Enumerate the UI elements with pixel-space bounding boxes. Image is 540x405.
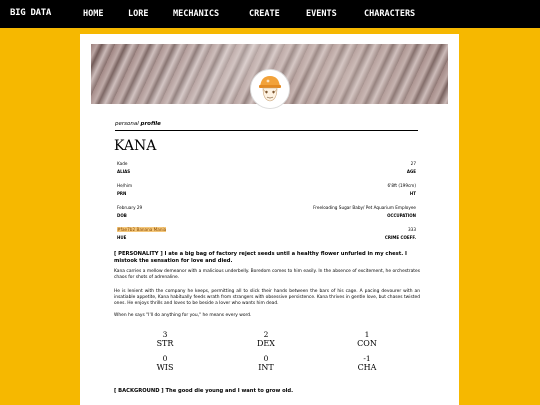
stat-con-label: CON — [357, 339, 377, 348]
section-subtitle — [115, 121, 161, 127]
crime-coeff-value: 333 — [408, 227, 416, 232]
nav-events[interactable]: EVENTS — [306, 9, 337, 19]
pronoun-label: PRN — [117, 191, 127, 196]
personality-paragraph-2: He is lenient with the company he keeps, permitting all to slick their hands between the bars of his cage. A pacing devourer with an insatiable appetite, Kana habitually feeds wrath from strangers with obsessive persistence. Kana thrives in gentle love, but chases twisted ones. He enjoys thrills and loves to be beside a lover who wants him dead. — [114, 289, 420, 306]
stat-cha — [337, 355, 397, 372]
divider — [115, 130, 418, 131]
top-nav-bar — [0, 0, 540, 28]
profile-panel — [80, 34, 459, 405]
alias-value: Kade — [117, 161, 128, 166]
height-label: HT — [409, 191, 416, 196]
stat-wis-value: 0 — [162, 354, 168, 363]
occupation-label: OCCUPATION — [387, 213, 416, 218]
stat-int — [236, 355, 296, 372]
stat-cha-label: CHA — [357, 363, 377, 372]
stat-wis-label: WIS — [156, 363, 174, 372]
stat-str-label: STR — [156, 339, 174, 348]
stat-int-value: 0 — [263, 354, 269, 363]
stat-dex — [236, 331, 296, 348]
nav-characters[interactable]: CHARACTERS — [364, 9, 416, 19]
subtitle-prefix: personal — [115, 121, 139, 127]
personality-paragraph-3: When he says "I'll do anything for you," he means every word. — [114, 313, 252, 318]
stat-int-label: INT — [258, 363, 274, 372]
crime-coeff-label: CRIME COEFF. — [384, 235, 416, 240]
stat-str — [135, 331, 195, 348]
stat-dex-value: 2 — [263, 330, 269, 339]
stat-con-value: 1 — [364, 330, 370, 339]
stat-str-value: 3 — [162, 330, 168, 339]
occupation-value: Freeloading Sugar Baby/ Pet Aquarium Employee — [313, 205, 416, 210]
nav-create[interactable]: CREATE — [249, 9, 280, 19]
hue-value: #fae7b2 Banana Mania — [117, 227, 167, 232]
hue-label: HUE — [117, 235, 127, 240]
avatar-portrait-icon — [251, 70, 289, 108]
stat-dex-label: DEX — [257, 339, 275, 348]
background-heading: [ BACKGROUND ] The good die young and I want to grow old. — [114, 388, 294, 394]
dob-label: DOB — [117, 213, 127, 218]
nav-lore[interactable]: LORE — [128, 9, 149, 19]
stat-cha-value: -1 — [363, 354, 371, 363]
dob-value: February 29 — [117, 205, 143, 210]
personality-paragraph-1: Kana carries a mellow demeanor with a malicious underbelly. Boredom comes to him easily. In the absence of excitement, he orchestrates chaos for shots of adrenaline. — [114, 269, 420, 280]
stat-wis — [135, 355, 195, 372]
personality-heading: [ PERSONALITY ] I ate a big bag of factory reject seeds until a healthy flower unfurled in my chest. I mistook the sensation for love and died. — [114, 251, 407, 264]
avatar — [250, 69, 290, 109]
pronoun-value: He/him — [117, 183, 133, 188]
height-value: 6'8ft (199cm) — [387, 183, 416, 188]
stat-con — [337, 331, 397, 348]
alias-label: ALIAS — [117, 169, 131, 174]
subtitle-bold: profile — [140, 121, 161, 127]
site-logo[interactable]: BIG DATA — [10, 8, 51, 18]
age-value: 27 — [410, 161, 416, 166]
nav-home[interactable]: HOME — [83, 9, 104, 19]
character-name: KANA — [114, 138, 157, 154]
age-label: AGE — [406, 169, 416, 174]
nav-mechanics[interactable]: MECHANICS — [173, 9, 220, 19]
